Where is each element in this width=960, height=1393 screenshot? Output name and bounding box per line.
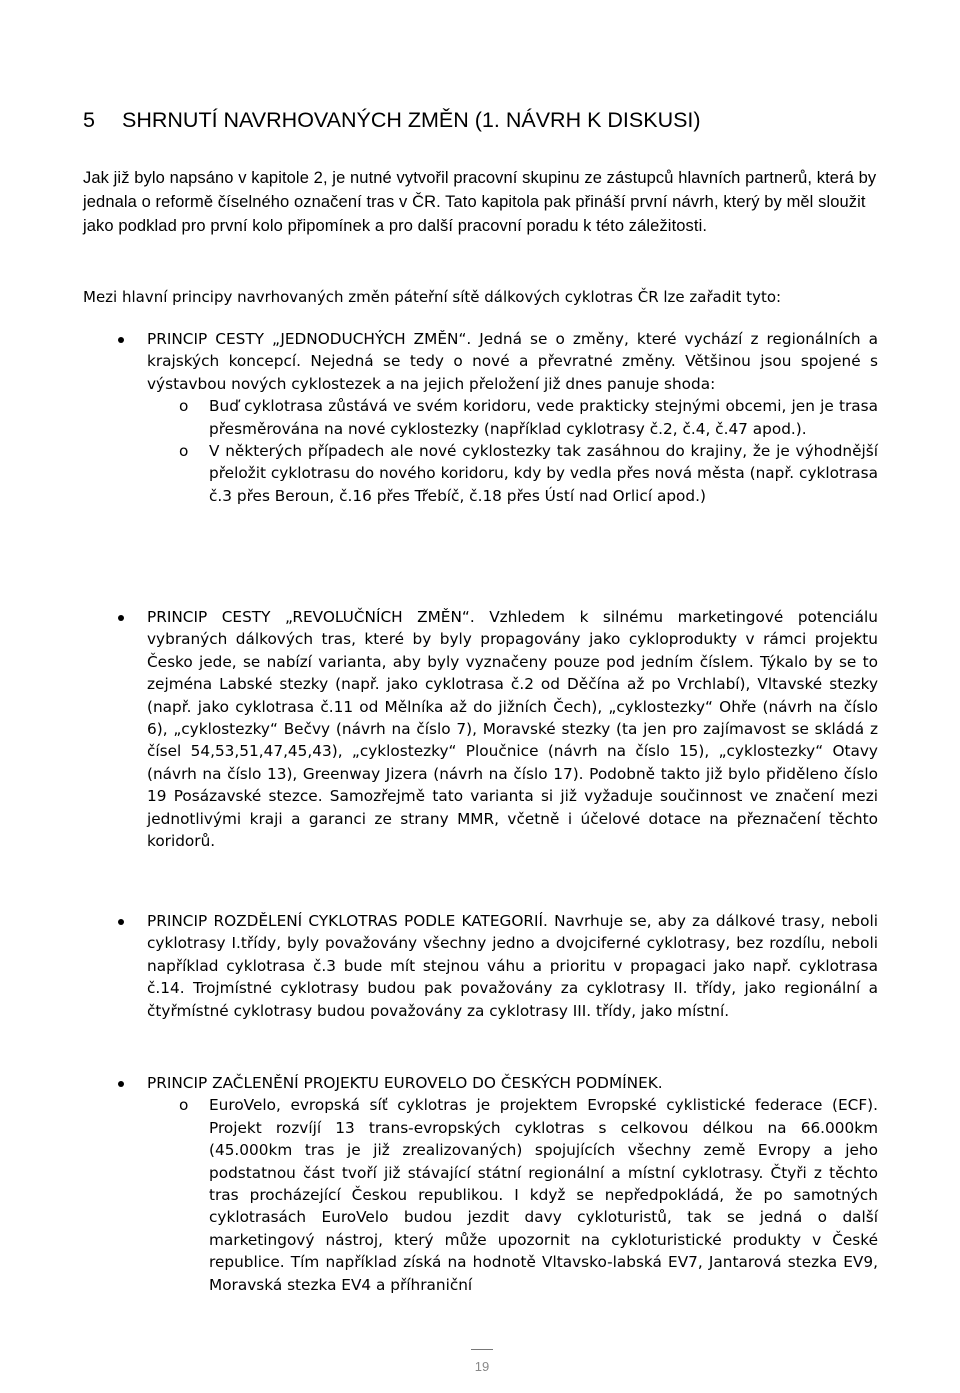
footer-divider	[471, 1349, 493, 1350]
sub-list-item	[83, 440, 878, 507]
bullet-icon	[118, 1081, 124, 1087]
intro-paragraph: Jak již bylo napsáno v kapitole 2, je nutné vytvořil pracovní skupinu ze zástupců hlavních partnerů, která by jednala o reformě číselného označení tras v ČR. Tato kapitola pak přináší první návrh, který by měl sloužit jako podklad pro první kolo připomínek a pro další pracovní poradu k této záležitosti.	[83, 169, 877, 236]
bullet-icon	[118, 919, 124, 925]
sub-list-item	[83, 1094, 878, 1296]
bullet-icon	[118, 615, 124, 621]
principle-categories	[83, 910, 878, 1022]
circle-bullet-icon: o	[179, 1096, 189, 1115]
section-title: SHRNUTÍ NAVRHOVANÝCH ZMĚN (1. NÁVRH K DISKUSI)	[122, 108, 701, 132]
principles-lead-paragraph: Mezi hlavní principy navrhovaných změn páteřní sítě dálkových cyklotras ČR lze zařadit tyto:	[83, 288, 782, 306]
principle-text: PRINCIP ZAČLENĚNÍ PROJEKTU EUROVELO DO ČESKÝCH PODMÍNEK.	[147, 1074, 663, 1092]
principle-text: PRINCIP ROZDĚLENÍ CYKLOTRAS PODLE KATEGORIÍ. Navrhuje se, aby za dálkové trasy, neboli cyklotrasy I.třídy, byly považovány všechny jedno a dvojciferné cyklotrasy, bez rozdílu, neboli například cyklotrasa č.3 bude mít stejnou váhu a prioritu v propagaci jako např. cyklotrasa č.14. Trojmístné cyklotrasy budou pak považovány za cyklotrasy II. třídy, jako regionální a čtyřmístné cyklotrasy budou považovány za cyklotrasy III. třídy, jako místní.	[147, 912, 878, 1020]
circle-bullet-icon: o	[179, 442, 189, 461]
list-item	[83, 606, 878, 852]
sub-item-text: V některých případech ale nové cyklostezky tak zasáhnou do krajiny, že je výhodnější přeložit cyklotrasu do nového koridoru, kdy by vedla přes nová města (např. cyklotrasa č.3 přes Beroun, č.16 přes Třebíč, č.18 přes Ústí nad Orlicí apod.)	[209, 442, 878, 505]
principle-text: PRINCIP CESTY „JEDNODUCHÝCH ZMĚN“. Jedná se o změny, které vychází z regionálních a krajských koncepcí. Nejedná se tedy o nové a převratné změny. Většinou jsou spojené s výstavbou nových cyklostezek a na jejich přeložení již dnes panuje shoda:	[147, 330, 878, 393]
principle-revolutionary-changes	[83, 606, 878, 852]
principle-eurovelo	[83, 1072, 878, 1296]
sub-list-item	[83, 395, 878, 440]
list-item	[83, 1072, 878, 1094]
principle-text: PRINCIP CESTY „REVOLUČNÍCH ZMĚN“. Vzhledem k silnému marketingové potenciálu vybraných dálkových tras, které by byly propagovány jako cykloprodukty v rámci projektu Česko jede, se nabízí varianta, aby byly vyznačeny pouze pod jedním číslem. Týkalo by se to zejména Labské stezky (např. jako cyklotrasa č.2 od Děčína až po Vrchlabí), Vltavské stezky (např. jako cyklotrasa č.11 od Mělníka až do jižních Čech), „cyklostezky“ Ohře (návrh na číslo 6), „cyklostezky“ Bečvy (návrh na číslo 7), Moravské stezky (ta jen pro zajímavost se skládá z čísel 54,53,51,47,45,43), „cyklostezky“ Ploučnice (návrh na číslo 15), „cyklostezky“ Otavy (návrh na číslo 13), Greenway Jizera (návrh na číslo 17). Podobně takto již bylo přiděleno číslo 19 Posázavské stezce. Samozřejmě tato varianta si již vyžaduje součinnost ve značení mezi jednotlivými kraji a garanci ze strany MMR, včetně i účelové dotace na přeznačení těchto koridorů.	[147, 608, 878, 851]
sub-item-text: Buď cyklotrasa zůstává ve svém koridoru, vede prakticky stejnými obcemi, jen je trasa přesměrována na nové cyklostezky (například cyklotrasy č.2, č.4, č.47 apod.).	[209, 397, 878, 438]
sub-item-text: EuroVelo, evropská síť cyklotras je projektem Evropské cyklistické federace (ECF). Projekt rozvíjí 13 trans-evropských cyklotras s celkovou délkou na 66.000km (45.000km tras je již zrealizovaných) spojujících všechny země Evropy a jeho podstatnou část tvoří již stávající státní regionální a místní cyklotrasy. Čtyři z těchto tras procházející Českou republikou. I když se nepředpokládá, že po samotných cyklotrasách EuroVelo budou jezdit davy cykloturistů, tak se jedná o další marketingový nástroj, který může upozornit na cykloturistické produkty v České republice. Tím například získá na hodnotě Vltavsko-labská EV7, Jantarová stezka EV9, Moravská stezka EV4 a příhraniční	[209, 1096, 878, 1294]
section-heading	[83, 106, 883, 134]
circle-bullet-icon: o	[179, 397, 189, 416]
principle-simple-changes	[83, 328, 878, 507]
bullet-icon	[118, 337, 124, 343]
section-number: 5	[83, 108, 95, 132]
page-number: 19	[474, 1359, 490, 1374]
list-item	[83, 328, 878, 395]
list-item	[83, 910, 878, 1022]
